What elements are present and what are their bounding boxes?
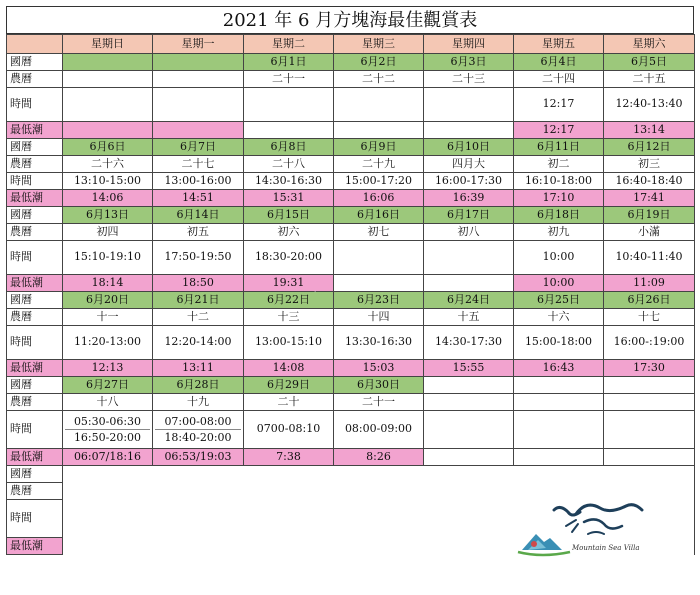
tide-row-label: 最低潮 bbox=[7, 275, 63, 292]
weekday-mon: 星期一 bbox=[153, 35, 244, 54]
cell-time-mon bbox=[153, 88, 244, 122]
cell-time-wed: 08:00-09:00 bbox=[334, 411, 424, 449]
logo-caption: Mountain Sea Villa bbox=[572, 544, 640, 552]
weekday-sun: 星期日 bbox=[63, 35, 153, 54]
corner-cell bbox=[7, 35, 63, 54]
cell-time-mon: 13:00-16:00 bbox=[153, 173, 244, 190]
cell-tide-tue: 15:31 bbox=[244, 190, 334, 207]
cell-time-mon bbox=[153, 411, 244, 449]
cell-time-fri: 10:00 bbox=[514, 241, 604, 275]
cell-tide-sun: 12:13 bbox=[63, 360, 153, 377]
tide-row-label: 最低潮 bbox=[7, 538, 63, 555]
weekday-tue: 星期二 bbox=[244, 35, 334, 54]
week-2-solar-row bbox=[7, 139, 695, 156]
time-slot: 16:50-20:00 bbox=[65, 429, 150, 445]
cell-tide-thu bbox=[424, 122, 514, 139]
cell-tide-sat: 13:14 bbox=[604, 122, 695, 139]
cell-time-sat: 16:40-18:40 bbox=[604, 173, 695, 190]
solar-row-label: 國曆 bbox=[7, 139, 63, 156]
week-4-time-row bbox=[7, 326, 695, 360]
cell-time-fri: 16:10-18:00 bbox=[514, 173, 604, 190]
cell-lunar-tue: 二十 bbox=[244, 394, 334, 411]
tide-row-label: 最低潮 bbox=[7, 449, 63, 466]
cell-tide-sun bbox=[63, 122, 153, 139]
week-1-lunar-row bbox=[7, 71, 695, 88]
week-5-solar-row bbox=[7, 377, 695, 394]
cell-solar-wed: 6月23日 bbox=[334, 292, 424, 309]
cell-tide-wed: 16:06 bbox=[334, 190, 424, 207]
cell-lunar-tue: 二十八 bbox=[244, 156, 334, 173]
cell-tide-fri: 12:17 bbox=[514, 122, 604, 139]
cell-time-sat: 16:00-:19:00 bbox=[604, 326, 695, 360]
lunar-row-label: 農曆 bbox=[7, 224, 63, 241]
cell-lunar-mon: 十九 bbox=[153, 394, 244, 411]
cell-tide-tue: 7:38 bbox=[244, 449, 334, 466]
cell-lunar-thu: 十五 bbox=[424, 309, 514, 326]
cell-lunar-mon bbox=[153, 71, 244, 88]
cell-lunar-fri bbox=[514, 394, 604, 411]
week-5-lunar-row bbox=[7, 394, 695, 411]
cell-tide-wed: 15:03 bbox=[334, 360, 424, 377]
cell-lunar-fri: 初二 bbox=[514, 156, 604, 173]
cell-solar-fri: 6月4日 bbox=[514, 54, 604, 71]
weekday-thu: 星期四 bbox=[424, 35, 514, 54]
cell-lunar-tue: 十三 bbox=[244, 309, 334, 326]
cell-solar-thu: 6月3日 bbox=[424, 54, 514, 71]
cell-time-tue: 14:30-16:30 bbox=[244, 173, 334, 190]
cell-time-tue bbox=[244, 88, 334, 122]
cell-solar-thu: 6月10日 bbox=[424, 139, 514, 156]
cell-solar-sat bbox=[604, 377, 695, 394]
cell-tide-sat: 11:09 bbox=[604, 275, 695, 292]
cell-solar-fri bbox=[514, 377, 604, 394]
cell-lunar-sat: 二十五 bbox=[604, 71, 695, 88]
cell-lunar-wed: 二十九 bbox=[334, 156, 424, 173]
time-row-label: 時間 bbox=[7, 326, 63, 360]
cell-solar-tue: 6月15日 bbox=[244, 207, 334, 224]
week-1-tide-row bbox=[7, 122, 695, 139]
solar-row-label: 國曆 bbox=[7, 466, 63, 483]
week-4-tide-row bbox=[7, 360, 695, 377]
cell-tide-sun: 18:14 bbox=[63, 275, 153, 292]
logo-script: 山海 bbox=[314, 292, 316, 293]
cell-tide-mon: 14:51 bbox=[153, 190, 244, 207]
cell-solar-sat: 6月5日 bbox=[604, 54, 695, 71]
schedule-table bbox=[6, 34, 695, 555]
cell-tide-mon: 18:50 bbox=[153, 275, 244, 292]
cell-solar-sat: 6月12日 bbox=[604, 139, 695, 156]
time-slot: 07:00-08:00 bbox=[164, 415, 232, 428]
cell-solar-wed: 6月9日 bbox=[334, 139, 424, 156]
cell-time-mon: 17:50-19:50 bbox=[153, 241, 244, 275]
cell-solar-tue: 6月29日 bbox=[244, 377, 334, 394]
cell-time-thu: 16:00-17:30 bbox=[424, 173, 514, 190]
time-slot: 18:40-20:00 bbox=[155, 429, 241, 445]
cell-lunar-sat: 十七 bbox=[604, 309, 695, 326]
cell-tide-fri bbox=[514, 449, 604, 466]
cell-solar-tue: 6月22日 bbox=[244, 292, 334, 309]
time-row-label: 時間 bbox=[7, 88, 63, 122]
cell-solar-sun: 6月20日 bbox=[63, 292, 153, 309]
cell-lunar-mon: 初五 bbox=[153, 224, 244, 241]
cell-lunar-thu bbox=[424, 394, 514, 411]
cell-solar-fri: 6月25日 bbox=[514, 292, 604, 309]
tide-row-label: 最低潮 bbox=[7, 190, 63, 207]
time-slot: 05:30-06:30 bbox=[73, 415, 142, 428]
cell-tide-sat: 17:30 bbox=[604, 360, 695, 377]
cell-tide-mon: 06:53/19:03 bbox=[153, 449, 244, 466]
cell-time-sun: 13:10-15:00 bbox=[63, 173, 153, 190]
cell-time-thu bbox=[424, 241, 514, 275]
week-2-tide-row bbox=[7, 190, 695, 207]
cell-tide-mon bbox=[153, 122, 244, 139]
week-4-lunar-row bbox=[7, 309, 695, 326]
cell-lunar-sat bbox=[604, 394, 695, 411]
cell-solar-fri: 6月18日 bbox=[514, 207, 604, 224]
cell-solar-sat: 6月26日 bbox=[604, 292, 695, 309]
cell-lunar-fri: 初九 bbox=[514, 224, 604, 241]
cell-solar-tue: 6月1日 bbox=[244, 54, 334, 71]
cell-lunar-tue: 初六 bbox=[244, 224, 334, 241]
week-3-lunar-row bbox=[7, 224, 695, 241]
cell-lunar-thu: 二十三 bbox=[424, 71, 514, 88]
week-5-time-row bbox=[7, 411, 695, 449]
solar-row-label: 國曆 bbox=[7, 54, 63, 71]
cell-solar-fri: 6月11日 bbox=[514, 139, 604, 156]
cell-time-fri bbox=[514, 411, 604, 449]
cell-time-wed: 15:00-17:20 bbox=[334, 173, 424, 190]
week-3-solar-row bbox=[7, 207, 695, 224]
cell-tide-tue bbox=[244, 122, 334, 139]
cell-lunar-fri: 十六 bbox=[514, 309, 604, 326]
lunar-row-label: 農曆 bbox=[7, 483, 63, 500]
cell-lunar-thu: 四月大 bbox=[424, 156, 514, 173]
page-title: 2021 年 6 月方塊海最佳觀賞表 bbox=[6, 6, 694, 34]
weekday-wed: 星期三 bbox=[334, 35, 424, 54]
week-1-time-row bbox=[7, 88, 695, 122]
tide-row-label: 最低潮 bbox=[7, 122, 63, 139]
cell-lunar-sat: 初三 bbox=[604, 156, 695, 173]
cell-time-thu: 14:30-17:30 bbox=[424, 326, 514, 360]
cell-time-tue: 18:30-20:00 bbox=[244, 241, 334, 275]
cell-solar-thu: 6月17日 bbox=[424, 207, 514, 224]
cell-time-wed bbox=[334, 241, 424, 275]
cell-tide-thu bbox=[424, 275, 514, 292]
cell-lunar-sun bbox=[63, 71, 153, 88]
cell-solar-mon: 6月7日 bbox=[153, 139, 244, 156]
cell-time-thu bbox=[424, 88, 514, 122]
cell-tide-sun: 06:07/18:16 bbox=[63, 449, 153, 466]
cell-lunar-wed: 十四 bbox=[334, 309, 424, 326]
lunar-row-label: 農曆 bbox=[7, 394, 63, 411]
week-2-lunar-row bbox=[7, 156, 695, 173]
week-3-tide-row bbox=[7, 275, 695, 292]
cell-solar-sat: 6月19日 bbox=[604, 207, 695, 224]
cell-tide-thu: 15:55 bbox=[424, 360, 514, 377]
cell-time-fri: 12:17 bbox=[514, 88, 604, 122]
cell-time-wed bbox=[334, 88, 424, 122]
cell-tide-wed: 8:26 bbox=[334, 449, 424, 466]
cell-solar-mon: 6月28日 bbox=[153, 377, 244, 394]
cell-lunar-wed: 初七 bbox=[334, 224, 424, 241]
lunar-row-label: 農曆 bbox=[7, 156, 63, 173]
time-row-label: 時間 bbox=[7, 173, 63, 190]
cell-time-sun: 11:20-13:00 bbox=[63, 326, 153, 360]
weekday-header-row bbox=[7, 35, 695, 54]
time-row-label: 時間 bbox=[7, 411, 63, 449]
cell-solar-mon bbox=[153, 54, 244, 71]
cell-time-thu bbox=[424, 411, 514, 449]
solar-row-label: 國曆 bbox=[7, 207, 63, 224]
cell-tide-thu bbox=[424, 449, 514, 466]
cell-solar-sun: 6月13日 bbox=[63, 207, 153, 224]
cell-time-sat: 12:40-13:40 bbox=[604, 88, 695, 122]
cell-tide-sat bbox=[604, 449, 695, 466]
cell-solar-tue: 6月8日 bbox=[244, 139, 334, 156]
week-2-time-row bbox=[7, 173, 695, 190]
week-5-tide-row bbox=[7, 449, 695, 466]
weekday-fri: 星期五 bbox=[514, 35, 604, 54]
cell-time-tue: 0700-08:10 bbox=[244, 411, 334, 449]
cell-lunar-tue: 二十一 bbox=[244, 71, 334, 88]
cell-lunar-sun: 初四 bbox=[63, 224, 153, 241]
solar-row-label: 國曆 bbox=[7, 292, 63, 309]
cell-lunar-sun: 十一 bbox=[63, 309, 153, 326]
week-6-solar-row bbox=[7, 466, 695, 483]
cell-time-tue: 13:00-15:10 bbox=[244, 326, 334, 360]
cell-lunar-wed: 二十一 bbox=[334, 394, 424, 411]
cell-solar-sun bbox=[63, 54, 153, 71]
cell-lunar-sun: 二十六 bbox=[63, 156, 153, 173]
cell-time-fri: 15:00-18:00 bbox=[514, 326, 604, 360]
cell-lunar-wed: 二十二 bbox=[334, 71, 424, 88]
empty-week-area bbox=[63, 466, 695, 483]
cell-tide-sun: 14:06 bbox=[63, 190, 153, 207]
tide-row-label: 最低潮 bbox=[7, 360, 63, 377]
cell-lunar-sat: 小滿 bbox=[604, 224, 695, 241]
cell-tide-mon: 13:11 bbox=[153, 360, 244, 377]
cell-tide-wed bbox=[334, 122, 424, 139]
cell-solar-thu: 6月24日 bbox=[424, 292, 514, 309]
cell-lunar-mon: 二十七 bbox=[153, 156, 244, 173]
cell-lunar-mon: 十二 bbox=[153, 309, 244, 326]
week-4-solar-row bbox=[7, 292, 695, 309]
cell-time-mon: 12:20-14:00 bbox=[153, 326, 244, 360]
cell-time-sun bbox=[63, 88, 153, 122]
cell-solar-mon: 6月21日 bbox=[153, 292, 244, 309]
time-row-label: 時間 bbox=[7, 241, 63, 275]
cell-tide-sat: 17:41 bbox=[604, 190, 695, 207]
cell-lunar-sun: 十八 bbox=[63, 394, 153, 411]
cell-time-sun: 15:10-19:10 bbox=[63, 241, 153, 275]
weekday-sat: 星期六 bbox=[604, 35, 695, 54]
cell-tide-fri: 10:00 bbox=[514, 275, 604, 292]
cell-tide-thu: 16:39 bbox=[424, 190, 514, 207]
lunar-row-label: 農曆 bbox=[7, 71, 63, 88]
cell-tide-fri: 17:10 bbox=[514, 190, 604, 207]
cell-solar-thu bbox=[424, 377, 514, 394]
week-1-solar-row bbox=[7, 54, 695, 71]
cell-time-wed: 13:30-16:30 bbox=[334, 326, 424, 360]
cell-solar-wed: 6月2日 bbox=[334, 54, 424, 71]
cell-tide-wed bbox=[334, 275, 424, 292]
cell-tide-fri: 16:43 bbox=[514, 360, 604, 377]
solar-row-label: 國曆 bbox=[7, 377, 63, 394]
cell-solar-wed: 6月16日 bbox=[334, 207, 424, 224]
cell-tide-tue: 14:08 bbox=[244, 360, 334, 377]
cell-solar-sun: 6月6日 bbox=[63, 139, 153, 156]
cell-solar-sun: 6月27日 bbox=[63, 377, 153, 394]
cell-time-sat bbox=[604, 411, 695, 449]
cell-time-sun bbox=[63, 411, 153, 449]
cell-tide-tue: 19:31 bbox=[244, 275, 334, 292]
cell-solar-mon: 6月14日 bbox=[153, 207, 244, 224]
cell-time-sat: 10:40-11:40 bbox=[604, 241, 695, 275]
lunar-row-label: 農曆 bbox=[7, 309, 63, 326]
cell-lunar-thu: 初八 bbox=[424, 224, 514, 241]
week-3-time-row bbox=[7, 241, 695, 275]
cell-solar-wed: 6月30日 bbox=[334, 377, 424, 394]
cell-lunar-fri: 二十四 bbox=[514, 71, 604, 88]
time-row-label: 時間 bbox=[7, 500, 63, 538]
